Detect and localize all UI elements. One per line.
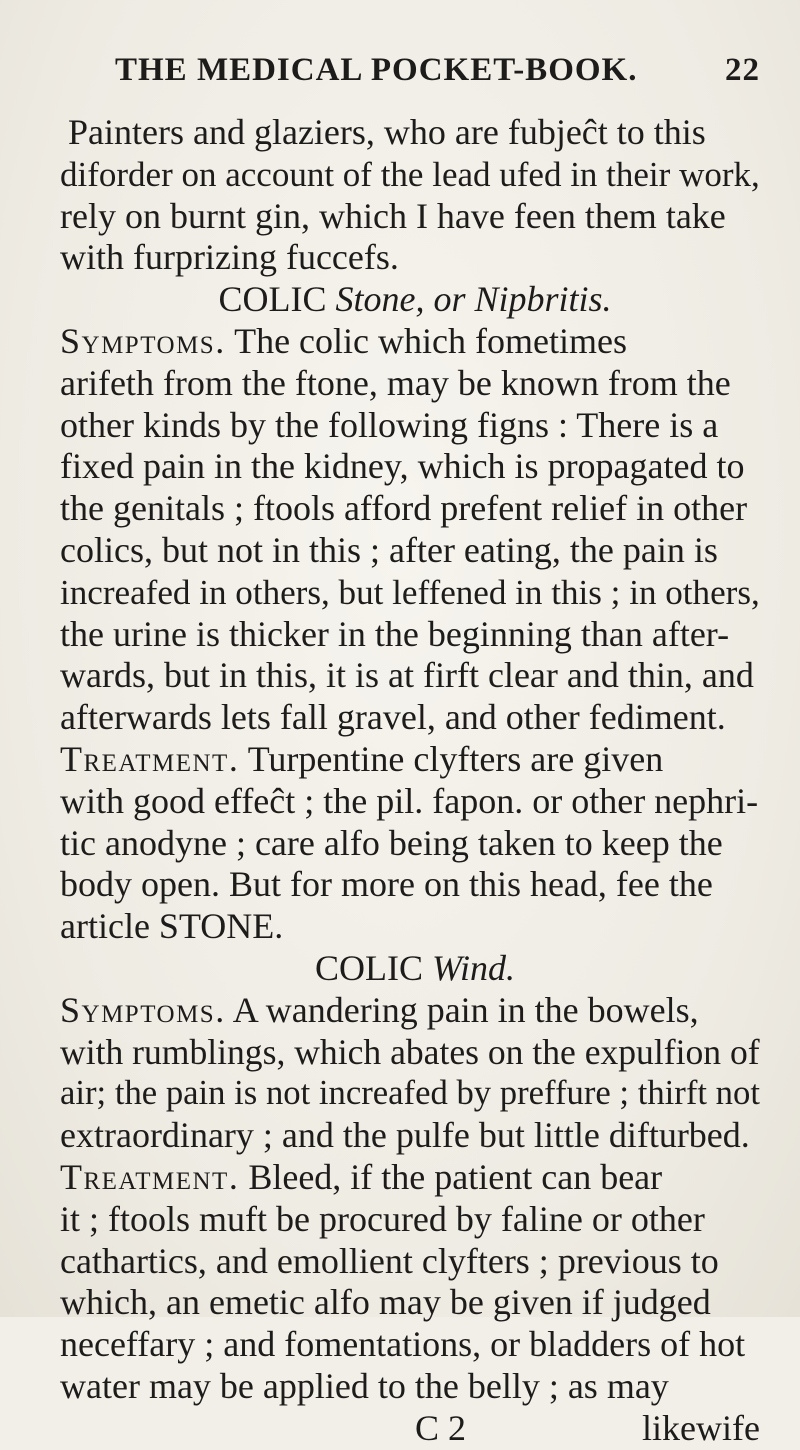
text-line: wards, but in this, it is at firft clear and thin, and <box>60 655 754 696</box>
heading-sub: Stone, or Nipbritis. <box>335 279 612 320</box>
text-line: with furprizing fuccefs. <box>60 237 399 278</box>
running-title: THE MEDICAL POCKET-BOOK. <box>115 52 638 88</box>
text-line: water may be applied to the belly ; as may <box>60 1365 669 1406</box>
page-body <box>60 112 770 1450</box>
text-run: The colic which fometimes <box>234 320 627 361</box>
text-line: Painters and glaziers, who are fubjeĉt to this <box>68 112 706 152</box>
treatment-label: Treatment. <box>60 1156 240 1197</box>
text-line: rely on burnt gin, which I have feen them take <box>60 195 726 236</box>
text-line: neceffary ; and fomentations, or bladders of hot <box>60 1324 746 1365</box>
text-line: the genitals ; ftools afford prefent relief in other <box>60 488 748 529</box>
section-heading-colic-wind <box>60 948 770 990</box>
heading-sub: Wind. <box>431 947 515 988</box>
section-heading-colic-stone <box>60 279 770 321</box>
text-line: with rumblings, which abates on the expulfion of <box>60 1031 760 1072</box>
text-line: body open. But for more on this head, fee the <box>60 864 713 905</box>
text-line: arifeth from the ftone, may be known from the <box>60 362 731 403</box>
treatment-label: Treatment. <box>60 738 240 779</box>
text-run: Turpentine clyfters are given <box>247 738 664 779</box>
text-line <box>60 321 770 363</box>
text-line <box>60 739 770 781</box>
text-line <box>60 990 770 1032</box>
text-line: article STONE. <box>60 906 284 947</box>
text-run: Bleed, if the patient can bear <box>248 1156 663 1197</box>
heading-main: COLIC <box>218 279 327 320</box>
text-line: colics, but not in this ; after eating, the pain is <box>60 529 718 570</box>
text-line <box>60 1157 770 1199</box>
signature-mark: C 2 <box>415 1407 467 1448</box>
symptoms-label: Symptoms. <box>60 320 226 361</box>
page-footer <box>60 1408 770 1450</box>
symptoms-label: Symptoms. <box>60 989 226 1030</box>
text-line: afterwards lets fall gravel, and other fediment. <box>60 697 726 738</box>
text-line: with good effeĉt ; the pil. fapon. or other nephri- <box>60 780 759 821</box>
text-line: diforder on account of the lead ufed in their work, <box>60 154 760 194</box>
text-line: tic anodyne ; care alfo being taken to keep the <box>60 822 723 863</box>
heading-main: COLIC <box>314 947 423 988</box>
text-line: air; the pain is not increafed by preffure ; thirft not <box>60 1074 760 1113</box>
text-line: increafed in others, but leffened in this ; in others, <box>60 572 760 612</box>
text-line: which, an emetic alfo may be given if judged <box>60 1282 711 1323</box>
text-line: the urine is thicker in the beginning than after- <box>60 613 730 654</box>
text-line: it ; ftools muft be procured by faline or other <box>60 1198 705 1239</box>
text-line: fixed pain in the kidney, which is propagated to <box>60 446 745 487</box>
page-number: 22 <box>725 52 760 88</box>
catchword: likewife <box>642 1407 760 1448</box>
text-line: other kinds by the following figns : There is a <box>60 404 719 445</box>
text-line: cathartics, and emollient clyfters ; previous to <box>60 1240 719 1281</box>
text-line: extraordinary ; and the pulfe but little difturbed. <box>60 1115 750 1156</box>
text-run: A wandering pain in the bowels, <box>232 989 699 1030</box>
